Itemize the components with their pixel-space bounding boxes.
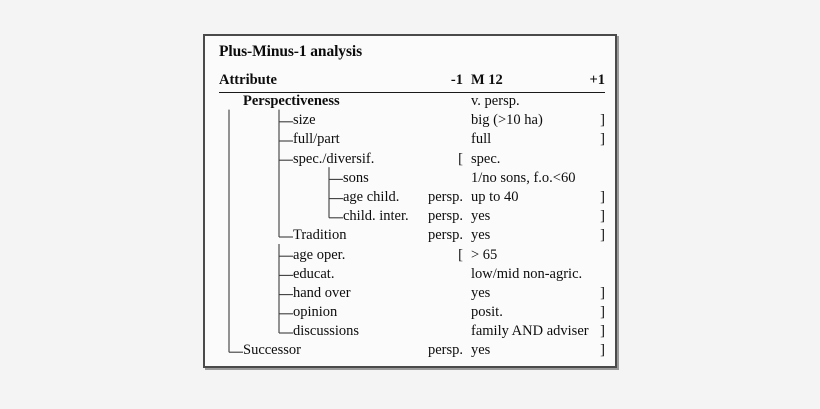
row-attribute-label: Perspectiveness: [243, 93, 340, 109]
row-minus-one-cell: persp.: [427, 227, 463, 244]
table-row: [219, 285, 605, 304]
table-row: [219, 266, 605, 285]
row-attribute-label: size: [293, 112, 316, 129]
analysis-table: [219, 72, 605, 362]
table-header-row: [219, 72, 605, 93]
row-value-cell: full: [471, 131, 492, 148]
column-header-value: M 12: [471, 72, 503, 88]
row-value-cell: posit.: [471, 304, 503, 321]
row-value-cell: up to 40: [471, 188, 519, 205]
row-attribute-label: hand over: [293, 284, 351, 301]
table-row: [219, 151, 605, 170]
table-row: [219, 93, 605, 112]
row-value-cell: yes: [471, 227, 491, 244]
table-row: [219, 208, 605, 227]
plus-minus-1-analysis-panel: [203, 34, 617, 368]
row-value-cell: yes: [471, 342, 491, 359]
row-minus-one-cell: persp.: [427, 188, 463, 205]
row-attribute-label: age oper.: [293, 246, 346, 263]
row-attribute-label: age child.: [343, 188, 400, 205]
row-value-cell: v. persp.: [471, 93, 520, 109]
row-right-bracket: ]: [600, 208, 605, 225]
row-value-cell: > 65: [471, 246, 498, 263]
row-attribute-label: child. inter.: [343, 208, 409, 225]
table-row: [219, 112, 605, 131]
row-left-bracket: [: [458, 246, 463, 263]
row-minus-one-cell: persp.: [427, 208, 463, 225]
row-right-bracket: ]: [600, 131, 605, 148]
column-header-attribute: Attribute: [219, 72, 277, 88]
row-right-bracket: ]: [600, 227, 605, 244]
row-attribute-label: sons: [343, 169, 369, 186]
row-minus-one-cell: persp.: [427, 342, 463, 359]
row-attribute-label: Successor: [243, 342, 301, 359]
row-value-cell: yes: [471, 208, 491, 225]
table-row: [219, 227, 605, 246]
row-attribute-label: full/part: [293, 131, 340, 148]
page-title: Plus-Minus-1 analysis: [219, 43, 363, 60]
row-value-cell: family AND adviser: [471, 323, 589, 340]
table-body: [219, 93, 605, 362]
table-row: [219, 247, 605, 266]
table-row: [219, 342, 605, 361]
table-row: [219, 189, 605, 208]
row-attribute-label: spec./diversif.: [293, 150, 375, 167]
table-row: [219, 131, 605, 150]
row-right-bracket: ]: [600, 342, 605, 359]
table-row: [219, 304, 605, 323]
column-header-minus-one: -1: [450, 72, 463, 88]
row-right-bracket: ]: [600, 284, 605, 301]
row-right-bracket: ]: [600, 112, 605, 129]
row-right-bracket: ]: [600, 304, 605, 321]
row-value-cell: yes: [471, 284, 491, 301]
row-right-bracket: ]: [600, 323, 605, 340]
column-header-plus-one: +1: [589, 72, 605, 88]
row-right-bracket: ]: [600, 188, 605, 205]
table-row: [219, 170, 605, 189]
row-left-bracket: [: [458, 150, 463, 167]
row-attribute-label: educat.: [293, 265, 335, 282]
row-value-cell: spec.: [471, 150, 501, 167]
row-value-cell: 1/no sons, f.o.<60: [471, 169, 576, 186]
row-value-cell: big (>10 ha): [471, 112, 543, 129]
table-row: [219, 323, 605, 342]
row-attribute-label: discussions: [293, 323, 360, 340]
row-attribute-label: opinion: [293, 304, 338, 321]
row-value-cell: low/mid non-agric.: [471, 265, 583, 282]
row-attribute-label: Tradition: [293, 227, 347, 244]
